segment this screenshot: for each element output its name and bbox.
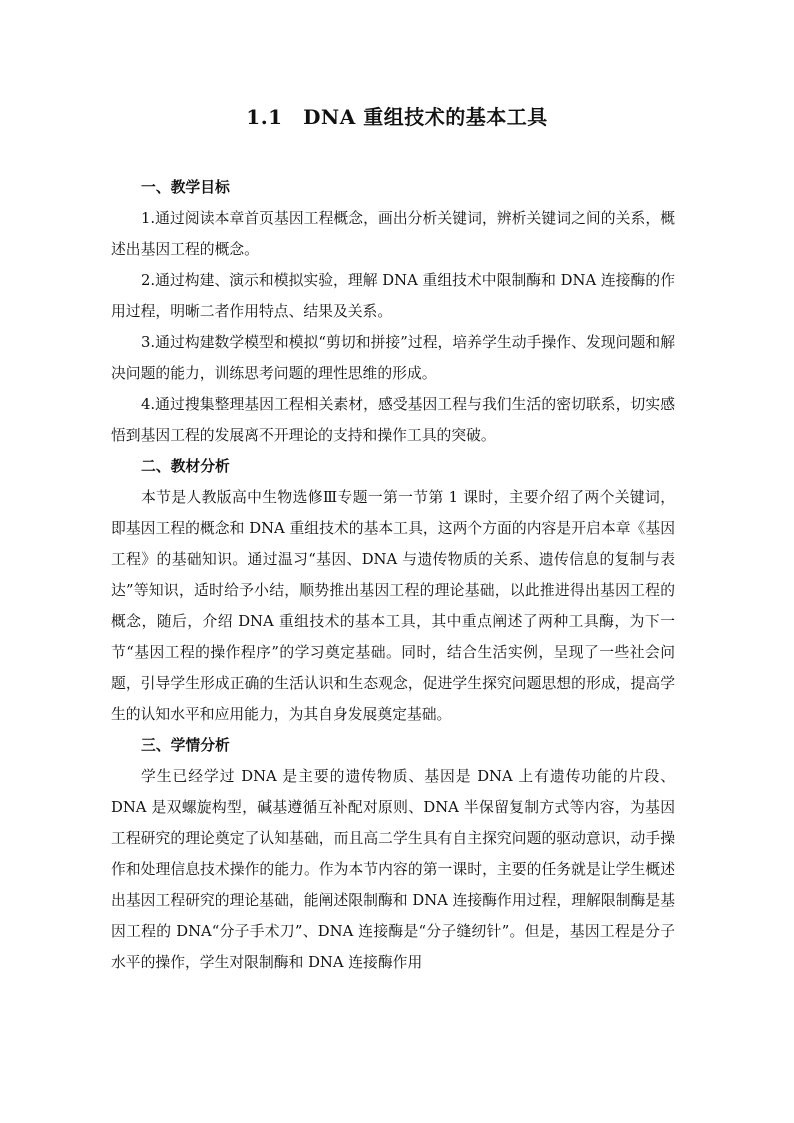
student-analysis-paragraph: 学生已经学过 DNA 是主要的遗传物质、基因是 DNA 上有遗传功能的片段、DNA 是双螺旋构型，碱基遵循互补配对原则、DNA 半保留复制方式等内容，为基因工程研究的理论奠定了认知基础，而且高二学生具有自主探究问题的驱动意识，动手操作和处理信息技术操作的能力。作为本节内容的第一课时，主要的任务就是让学生概述出基因工程研究的理论基础，能阐述限制酶和 DNA 连接酶作用过程，理解限制酶是基因工程的 DNA“分子手术刀”、DNA 连接酶是“分子缝纫针”。但是，基因工程是分子水平的操作，学生对限制酶和 DNA 连接酶作用 [111, 768, 675, 971]
goal-paragraph-4: 4.通过搜集整理基因工程相关素材，感受基因工程与我们生活的密切联系，切实感悟到基因工程的发展离不开理论的支持和操作工具的突破。 [111, 396, 675, 444]
textbook-analysis-paragraph: 本节是人教版高中生物选修Ⅲ专题一第一节第 1 课时，主要介绍了两个关键词，即基因工程的概念和 DNA 重组技术的基本工具，这两个方面的内容是开启本章《基因工程》的基础知识。通过温习“基因、DNA 与遗传物质的关系、遗传信息的复制与表达”等知识，适时给予小结，顺势推出基因工程的理论基础，以此推进得出基因工程的概念，随后，介绍 DNA 重组技术的基本工具，其中重点阐述了两种工具酶，为下一节“基因工程的操作程序”的学习奠定基础。同时，结合生活实例，呈现了一些社会问题，引导学生形成正确的生活认识和生态观念，促进学生探究问题思想的形成，提高学生的认知水平和应用能力，为其自身发展奠定基础。 [111, 489, 675, 723]
section-heading-teaching-goals: 一、教学目标 [141, 179, 230, 196]
page-title: 1.1 DNA 重组技术的基本工具 [246, 105, 548, 129]
goal-paragraph-3: 3.通过构建数学模型和模拟“剪切和拼接”过程，培养学生动手操作、发现问题和解决问题的能力，训练思考问题的理性思维的形成。 [111, 334, 675, 382]
section-heading-student-analysis: 三、学情分析 [141, 737, 230, 754]
goal-paragraph-1: 1.通过阅读本章首页基因工程概念，画出分析关键词，辨析关键词之间的关系，概述出基因工程的概念。 [111, 210, 675, 258]
section-heading-textbook-analysis: 二、教材分析 [141, 458, 230, 475]
goal-paragraph-2: 2.通过构建、演示和模拟实验，理解 DNA 重组技术中限制酶和 DNA 连接酶的作用过程，明晰二者作用特点、结果及关系。 [111, 272, 675, 320]
document-body [111, 172, 675, 978]
